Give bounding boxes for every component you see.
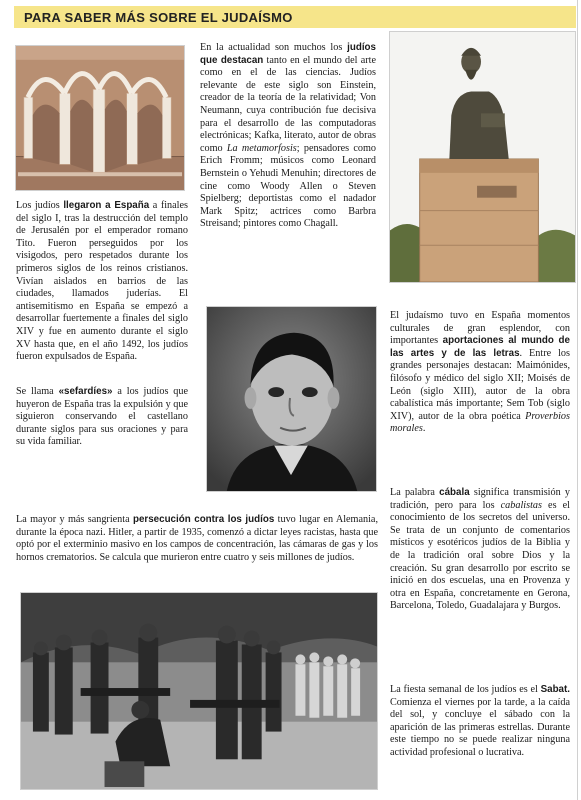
sabat-paragraph <box>390 684 570 760</box>
highlight: Sabat. <box>540 684 570 695</box>
notable-jews-paragraph <box>200 42 376 231</box>
page-edge <box>577 0 578 800</box>
highlight: persecución contra los judíos <box>132 514 275 525</box>
text: . <box>422 423 426 435</box>
text: ; pensadores como Erich Fromm; músicos como Leonard Bernstein o Yehudi Menuhin; directores de cine como Woody Allen o Steven Spielberg; deportistas como el nadador Mark Spitz; actrices como Barbra Streisand; pintores como Chagall. <box>200 142 376 230</box>
arrival-paragraph <box>16 200 188 364</box>
book-title: Proverbios morales <box>390 410 570 435</box>
text: Los judíos <box>16 200 64 211</box>
text: El judaísmo tuvo en España momentos culturales de gran esplendor, con importantes <box>390 310 570 347</box>
italic-term: cabalistas <box>500 499 542 511</box>
highlight: aportaciones al mundo de las artes y de las letras <box>390 335 570 359</box>
section-header <box>14 6 576 28</box>
text: Se llama <box>16 386 59 397</box>
book-title: La metamorfosis <box>226 142 297 154</box>
synagogue-photo <box>15 45 185 191</box>
highlight: «sefardíes» <box>58 386 113 397</box>
maimonides-statue-photo <box>389 31 576 283</box>
persecution-photo <box>20 592 378 790</box>
text: es el conocimiento de los secretos del universo. Se trata de un conjunto de comentarios místicos y esotéricos judíos de la Biblia y de la tradición oral sobre Dios y la creación. Su gran desarrollo por escrito se inició en dos escuelas, una en Provenza y otra en España, concretamente en Gerona, Barcelona, Toledo, Guadalajara y Burgos. <box>390 499 570 612</box>
text: a finales del siglo I, tras la destrucción del templo de Jerusalén por el emperador romano Tito. Fueron perseguidos por los visigodos, pero respetados durante los primeros siglos de los reinos cristianos. Vivían aislados en barrios de las ciudades, llamados juderías. El antisemitismo en España se empezó a desarrollar fuertemente a finales del siglo XIV y fue en aumento durante el siglo XV hasta que, en el año 1492, los judíos fueron expulsados de España. <box>16 200 188 363</box>
text: Comienza el viernes por la tarde, a la caída del sol, y concluye el sábado con la aparición de las primeras estrellas. Durante este tiempo no se puede realizar ninguna actividad profesional o lucrativa. <box>390 696 570 758</box>
text: a los judíos que huyeron de España tras la expulsión y que siguieron conservando el castellano durante siglos para sus oraciones y para su vida familiar. <box>16 386 188 448</box>
persecution-paragraph <box>16 514 378 564</box>
text: En la actualidad son muchos los <box>200 42 348 53</box>
section-title: PARA SABER MÁS SOBRE EL JUDAÍSMO <box>24 9 293 25</box>
highlight: cábala <box>439 487 470 498</box>
highlight: judíos que destacan <box>200 42 376 66</box>
text: La mayor y más sangrienta <box>16 514 133 525</box>
text: La palabra <box>390 487 440 498</box>
text: . Entre los grandes personajes destacan: Maimónides, filósofo y médico del siglo XII; Moisés de León (siglo XIII), autor de la obra cabalística más importante; Sem Tob (siglo XIV), autor de la obra poética <box>390 347 570 422</box>
text: significa transmisión y tradición, pero para los <box>390 487 570 511</box>
sefardies-paragraph <box>16 386 188 449</box>
kafka-portrait-photo <box>206 306 377 492</box>
cultural-paragraph <box>390 310 570 436</box>
highlight: llegaron a España <box>63 200 150 211</box>
text: La fiesta semanal de los judíos es el <box>390 684 541 695</box>
text: tuvo lugar en Alemania, durante la época nazi. Hitler, a partir de 1935, comenzó a dictar leyes racistas, hasta que optó por el exterminio masivo en los campos de concentración, las cámaras de gas y los hornos crematorios. Se calcula que murieron entre cuatro y seis millones de judíos. <box>16 514 378 563</box>
text: tanto en el mundo del arte como en el de las ciencias. Judíos relevante de este siglo son Einstein, creador de la teoría de la relatividad; Von Neumann, cuya contribución fue decisiva para el desarrollo de las computadoras electrónicas; Kafka, literato, autor de obras como <box>200 54 376 154</box>
cabala-paragraph <box>390 487 570 613</box>
